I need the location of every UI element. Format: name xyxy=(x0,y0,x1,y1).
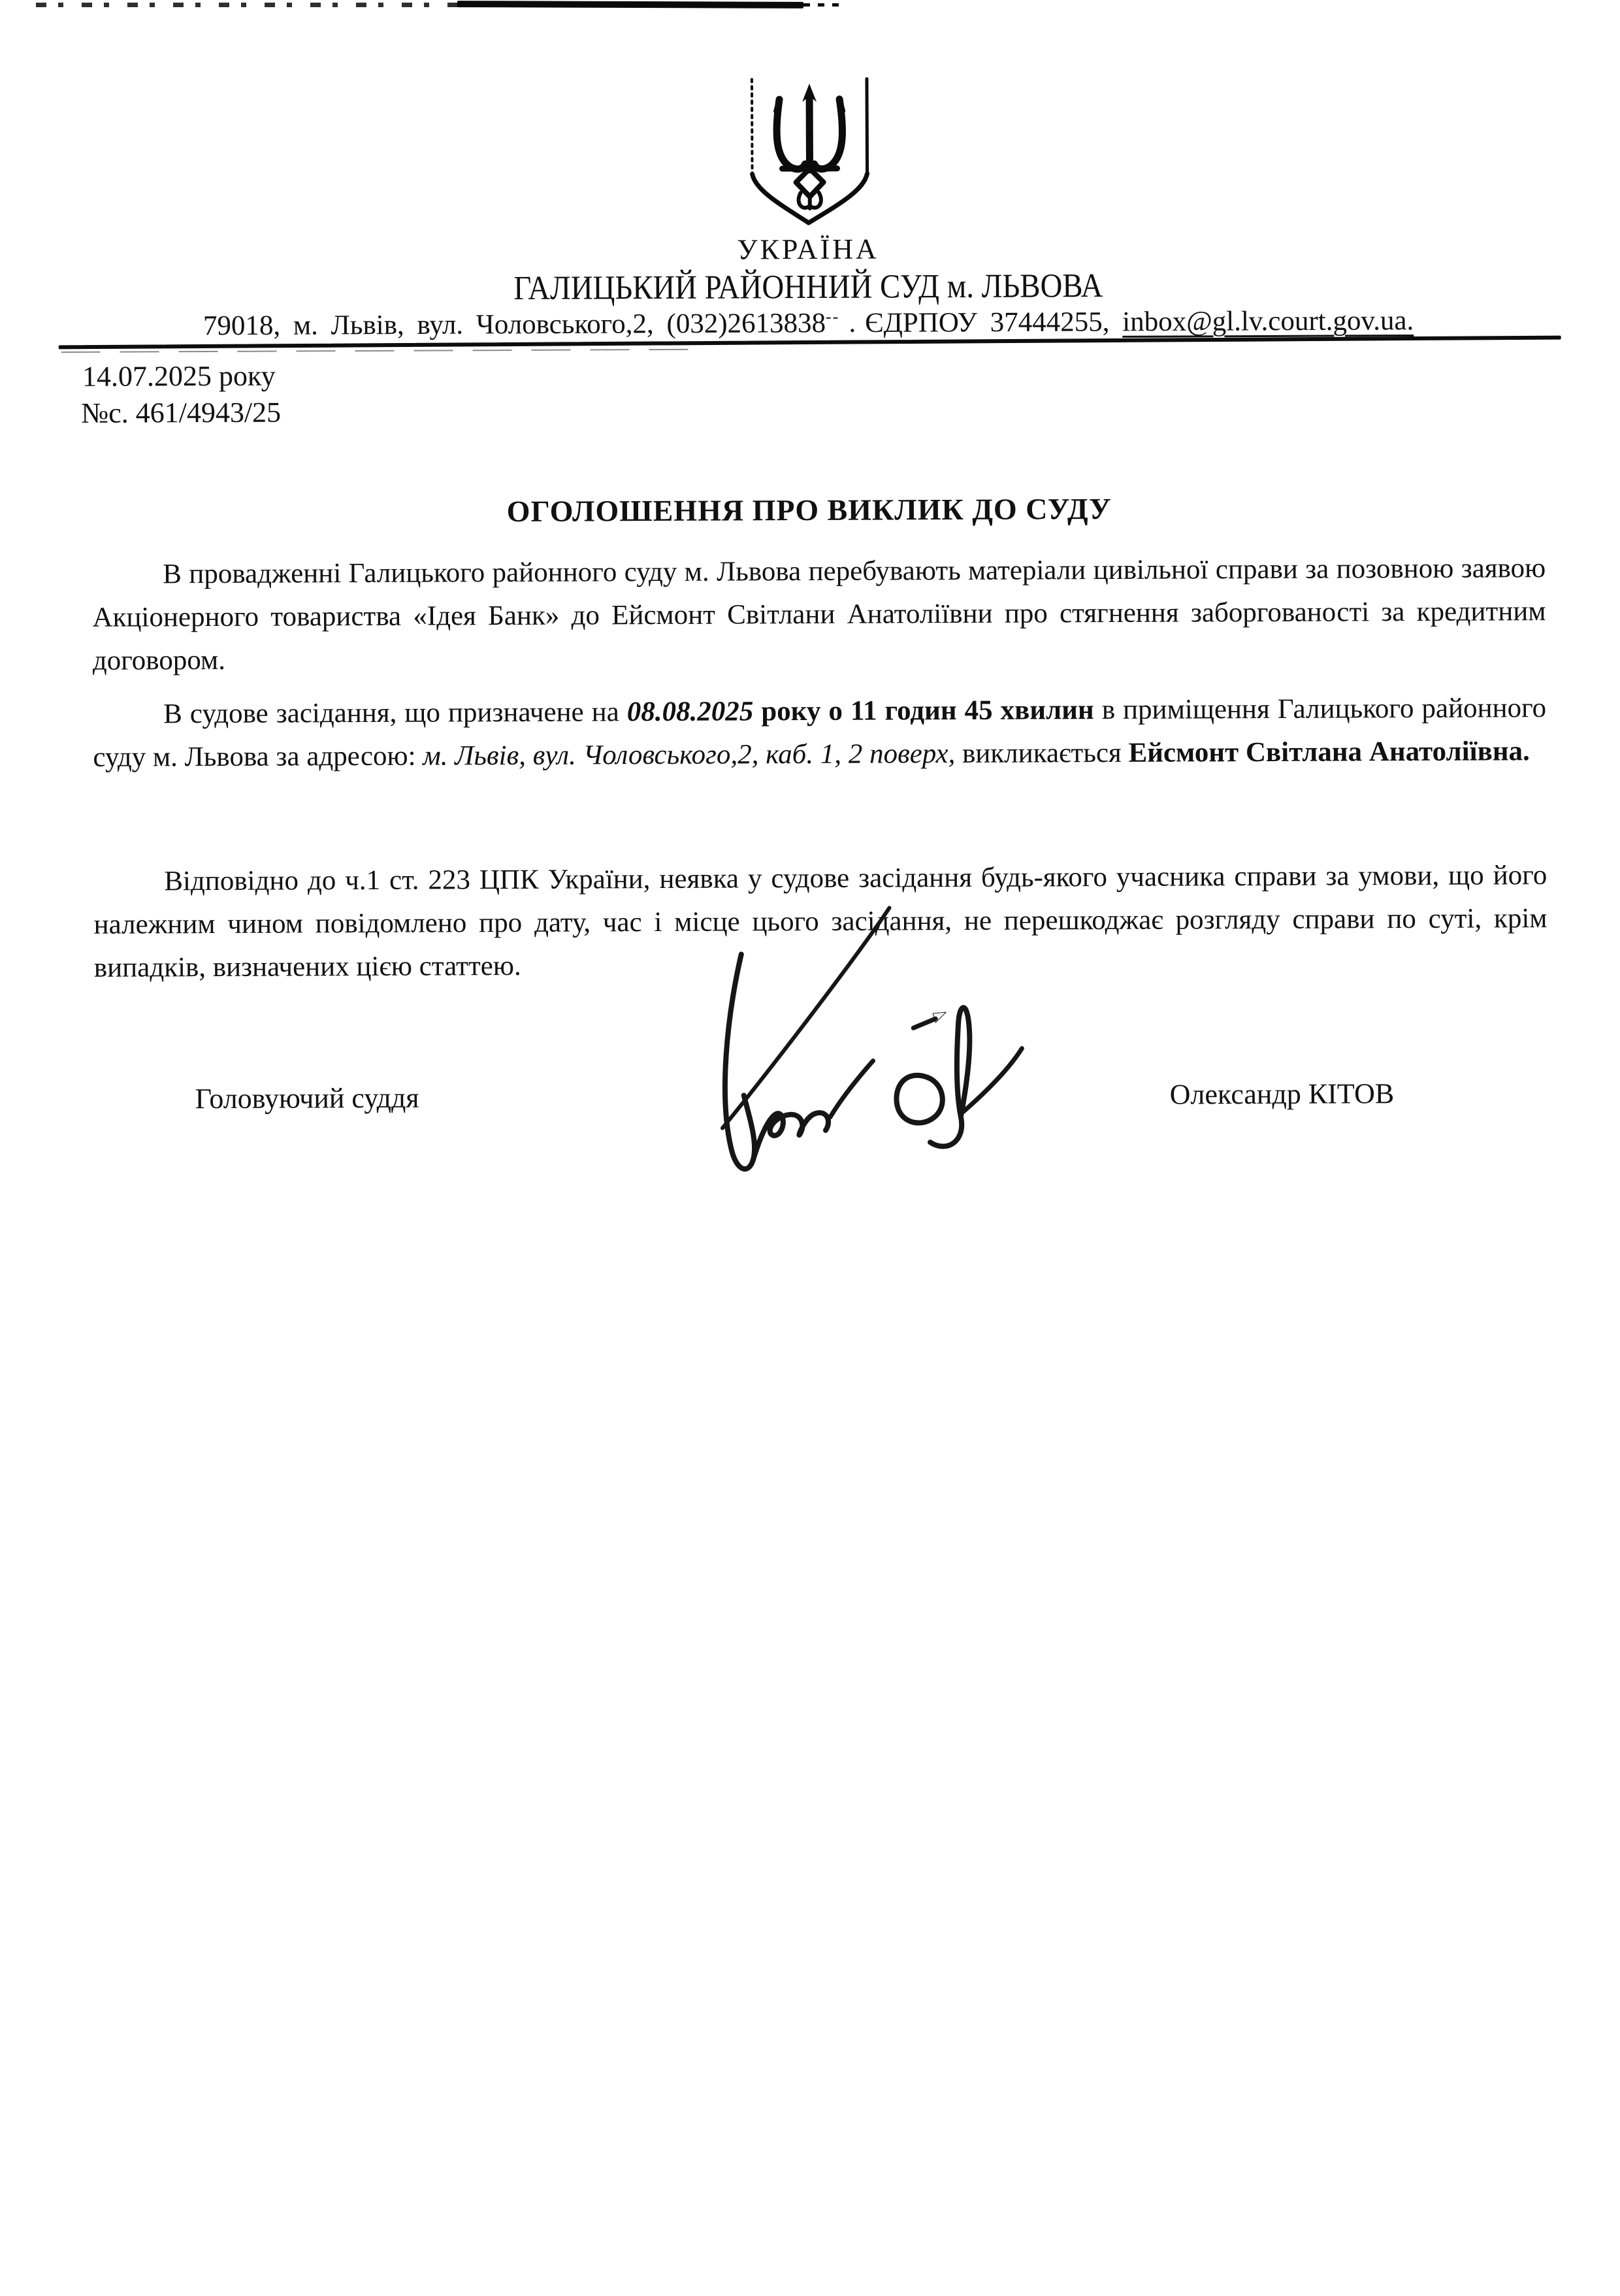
text-run: Відповідно до ч.1 ст. 223 ЦПК України, неявка у судове засідання будь-якого учасника справи за умови, що його належним чином повідомлено про дату, час і місце цього засідання, не перешкоджає розгляду справи по суті, крім випадків, визначених цією статтею. xyxy=(93,860,1547,983)
text-run: В судове засідання, що призначене на xyxy=(163,697,627,730)
handwritten-judge-signature-icon xyxy=(711,899,1039,1181)
country-label: УКРАЇНА xyxy=(737,233,879,266)
address-and-phone: 79018, м. Львів, вул. Чоловського,2, (032)2613838 xyxy=(202,308,826,342)
paragraph-case-info xyxy=(92,547,1546,683)
text-run: м. Львів, вул. Чоловського,2, каб. 1, 2 поверх, xyxy=(423,738,956,772)
court-email: inbox@gl.lv.court.gov.ua. xyxy=(1122,305,1414,338)
court-name: ГАЛИЦЬКИЙ РАЙОННИЙ СУД м. ЛЬВОВА xyxy=(513,267,1103,307)
judge-role-label: Головуючий суддя xyxy=(195,1081,419,1115)
header-divider-shadow xyxy=(61,349,702,353)
page-title: ОГОЛОШЕННЯ ПРО ВИКЛИК ДО СУДУ xyxy=(506,491,1112,529)
paragraph-hearing-summons xyxy=(93,687,1547,779)
text-run: в приміщення Галицького районного суду м. Львова за адресою: xyxy=(93,693,1547,773)
text-run: Ейсмонт Світлана Анатоліївна. xyxy=(1128,736,1530,768)
phone-footnote-marks: -- xyxy=(825,306,840,326)
text-run: В провадженні Галицького районного суду м. Львова перебувають матеріали цивільної справи за позовною заявою Акціонерного товариства «Ідея Банк» до Ейсмонт Світлани Анатоліївни про стягнення заборгованості за кредитним договором. xyxy=(92,553,1546,676)
text-run: 08.08.2025 xyxy=(626,696,754,728)
case-number: №с. 461/4943/25 xyxy=(81,396,282,429)
text-run: викликається xyxy=(955,737,1129,770)
address-separator: . xyxy=(849,308,856,339)
document-date: 14.07.2025 року xyxy=(82,359,276,393)
judge-name: Олександр КІТОВ xyxy=(1169,1077,1395,1111)
ukraine-trident-coat-of-arms-icon xyxy=(747,77,872,233)
edrpou-code: ЄДРПОУ 37444255, xyxy=(865,306,1110,338)
text-run: року о 11 годин 45 хвилин xyxy=(753,695,1094,727)
